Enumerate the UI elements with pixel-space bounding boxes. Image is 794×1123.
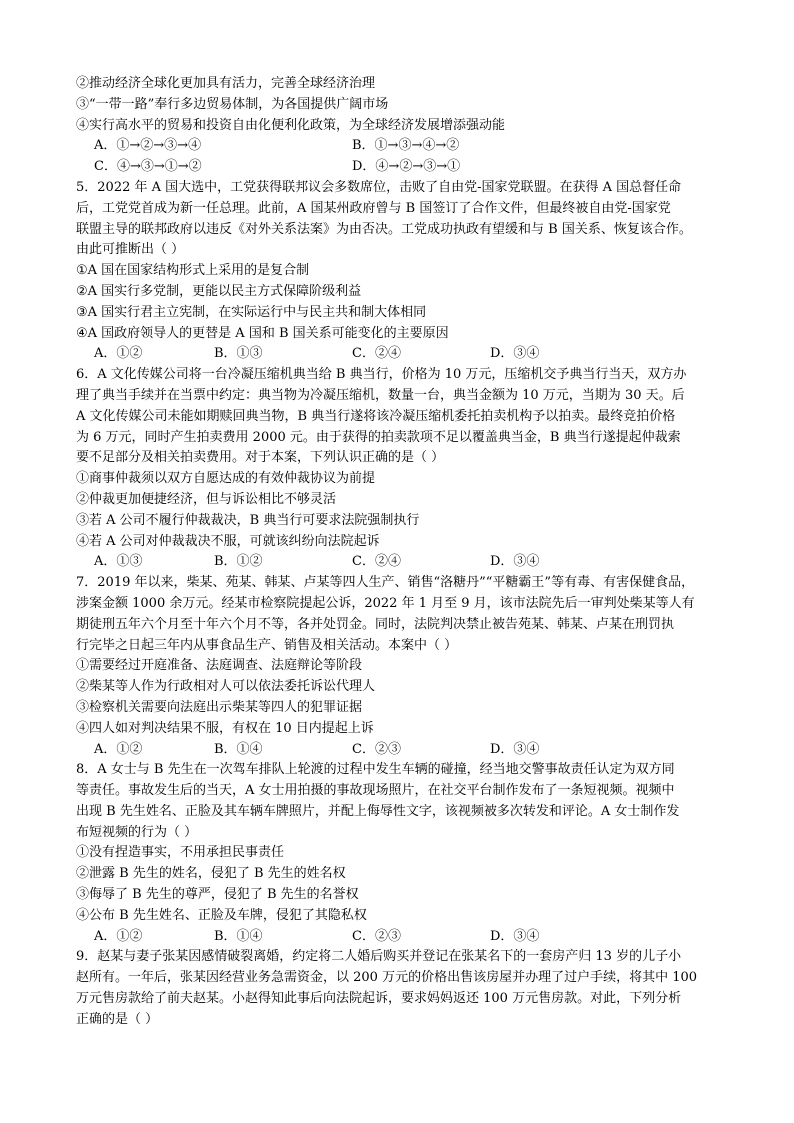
q9-stem-line: 9．赵某与妻子张某因感情破裂离婚，约定将二人婚后购买并登记在张某名下的一套房产归 13 岁的儿子小 <box>76 949 682 965</box>
q9-stem-line: 正确的是（ ） <box>76 1011 159 1027</box>
exam-page <box>76 74 726 1031</box>
q5-option-d[interactable]: D．③④ <box>490 346 540 362</box>
q6-stem-line: 要不足部分及相关拍卖费用。对于本案，下列认识正确的是（ ） <box>76 450 445 466</box>
q7-option-a[interactable]: A．①② <box>94 741 143 757</box>
q9-stem-line: 赵所有。一年后，张某因经营业务急需资金，以 200 万元的价格出售该房屋并办理了过户手续，将其中 100 <box>76 970 698 986</box>
q8-stem-line: 8．A 女士与 B 先生在一次驾车排队上轮渡的过程中发生车辆的碰撞，经当地交警事故责任认定为双方同 <box>76 762 675 778</box>
q8-stem-line: 布短视频的行为（ ） <box>76 824 198 840</box>
q8-item-2: ②泄露 B 先生的姓名，侵犯了 B 先生的姓名权 <box>76 866 346 882</box>
q6-stem-line: 理了典当手续并在当票中约定：典当物为冷凝压缩机，数量一台，典当金额为 10 万元，当期为 30 天。后 <box>76 387 685 403</box>
question-5 <box>76 178 726 365</box>
question-8 <box>76 760 726 947</box>
q7-option-b[interactable]: B．①④ <box>214 741 263 757</box>
q7-stem-line: 行完毕之日起三年内从事食品生产、销售及相关活动。本案中（ ） <box>76 637 458 653</box>
q8-stem-line: 出现 B 先生姓名、正脸及其车辆车牌照片，并配上侮辱性文字，该视频被多次转发和评论。A 女士制作发 <box>76 803 680 819</box>
q6-option-d[interactable]: D．③④ <box>490 554 540 570</box>
q6-item-3: ③若 A 公司不履行仲裁裁决，B 典当行可要求法院强制执行 <box>76 512 420 528</box>
q9-stem-line: 万元售房款给了前夫赵某。小赵得知此事后向法院起诉，要求妈妈返还 100 万元售房款。对此，下列分析 <box>76 991 682 1007</box>
q8-stem-line: 等责任。事故发生后的当天，A 女士用拍摄的事故现场照片，在社交平台制作发布了一条短视频。视频中 <box>76 783 675 799</box>
question-7 <box>76 573 726 760</box>
q8-item-4: ④公布 B 先生姓名、正脸及车牌，侵犯了其隐私权 <box>76 907 367 923</box>
q7-stem-line: 涉案金额 1000 余万元。经某市检察院提起公诉，2022 年 1 月至 9 月，该市法院先后一审判处柴某等人有 <box>76 595 695 611</box>
q4-item-4: ④实行高水平的贸易和投资自由化便利化政策，为全球经济发展增添强动能 <box>76 117 506 133</box>
q6-item-2: ②仲裁更加便捷经济，但与诉讼相比不够灵活 <box>76 491 337 507</box>
q4-option-c[interactable]: C．④→③→①→② <box>94 159 202 175</box>
q4-option-a[interactable]: A．①→②→③→④ <box>94 138 202 154</box>
q5-stem-line: 联盟主导的联邦政府以违反《对外关系法案》为由否决。工党成功执政有望缓和与 B 国关系、恢复该合作。 <box>76 221 692 237</box>
q4-item-3: ③“一带一路”奉行多边贸易体制，为各国提供广阔市场 <box>76 96 389 112</box>
q4-options-row-1 <box>76 136 726 157</box>
q6-item-1: ①商事仲裁须以双方自愿达成的有效仲裁协议为前提 <box>76 471 376 487</box>
q7-options <box>76 740 726 761</box>
question-4-tail <box>76 74 726 178</box>
q7-option-d[interactable]: D．③④ <box>490 741 540 757</box>
q8-option-b[interactable]: B．①④ <box>214 928 263 944</box>
q7-item-4: ④四人如对判决结果不服，有权在 10 日内提起上诉 <box>76 720 374 736</box>
q5-stem-line: 后，工党党首成为新一任总理。此前，A 国某州政府曾与 B 国签订了合作文件，但最终被自由党-国家党 <box>76 200 671 216</box>
q5-options <box>76 344 726 365</box>
q5-item-1: ①A 国在国家结构形式上采用的是复合制 <box>76 263 310 279</box>
q6-stem-line: 为 6 万元，同时产生拍卖费用 2000 元。由于获得的拍卖款项不足以覆盖典当金，B 典当行遂提起仲裁索 <box>76 429 681 445</box>
q5-item-4: ④A 国政府领导人的更替是 A 国和 B 国关系可能变化的主要原因 <box>76 325 449 341</box>
q6-item-4: ④若 A 公司对仲裁裁决不服，可就该纠纷向法院起诉 <box>76 533 380 549</box>
q6-stem-line: 6．A 文化传媒公司将一台冷凝压缩机典当给 B 典当行，价格为 10 万元，压缩机交予典当行当天，双方办 <box>76 367 687 383</box>
question-6 <box>76 365 726 573</box>
q5-stem-line: 5．2022 年 A 国大选中，工党获得联邦议会多数席位，击败了自由党-国家党联盟。在获得 A 国总督任命 <box>76 179 682 195</box>
q5-option-c[interactable]: C．②④ <box>352 346 401 362</box>
q6-option-c[interactable]: C．②④ <box>352 554 401 570</box>
q8-option-c[interactable]: C．②③ <box>352 928 401 944</box>
q4-item-2: ②推动经济全球化更加具有活力，完善全球经济治理 <box>76 76 376 91</box>
q7-stem-line: 7．2019 年以来，柴某、苑某、韩某、卢某等四人生产、销售“洛糖丹”“平糖霸王”等有毒、有害保健食品， <box>76 575 695 591</box>
q5-item-2: ②A 国实行多党制，更能以民主方式保障阶级利益 <box>76 283 362 299</box>
q8-option-d[interactable]: D．③④ <box>490 928 540 944</box>
q7-stem-line: 期徒刑五年六个月至十年六个月不等，各并处罚金。同时，法院判决禁止被告苑某、韩某、卢某在刑罚执 <box>76 616 675 632</box>
q7-item-3: ③检察机关需要向法庭出示柴某等四人的犯罪证据 <box>76 699 363 715</box>
q8-options <box>76 927 726 948</box>
q4-option-b[interactable]: B．①→③→④→② <box>352 138 460 154</box>
q5-item-3: ③A 国实行君主立宪制，在实际运行中与民主共和制大体相同 <box>76 304 427 320</box>
q5-option-a[interactable]: A．①② <box>94 346 143 362</box>
q6-option-b[interactable]: B．①② <box>214 554 263 570</box>
q8-option-a[interactable]: A．①② <box>94 928 143 944</box>
q8-item-3: ③侮辱了 B 先生的尊严，侵犯了 B 先生的名誉权 <box>76 887 359 903</box>
q5-stem-line: 由此可推断出（ ） <box>76 242 185 258</box>
q7-item-2: ②柴某等人作为行政相对人可以依法委托诉讼代理人 <box>76 679 376 695</box>
q7-option-c[interactable]: C．②③ <box>352 741 401 757</box>
q4-options-row-2 <box>76 157 726 178</box>
q4-option-d[interactable]: D．④→②→③→① <box>352 159 461 175</box>
q7-item-1: ①需要经过开庭准备、法庭调查、法庭辩论等阶段 <box>76 658 363 674</box>
q5-option-b[interactable]: B．①③ <box>214 346 263 362</box>
q6-option-a[interactable]: A．①③ <box>94 554 143 570</box>
q6-stem-line: A 文化传媒公司未能如期赎回典当物，B 典当行遂将该冷凝压缩机委托拍卖机构予以拍卖。最终竞拍价格 <box>76 408 676 424</box>
q8-item-1: ①没有捏造事实，不用承担民事责任 <box>76 845 285 861</box>
question-9 <box>76 947 726 1030</box>
q6-options <box>76 552 726 573</box>
